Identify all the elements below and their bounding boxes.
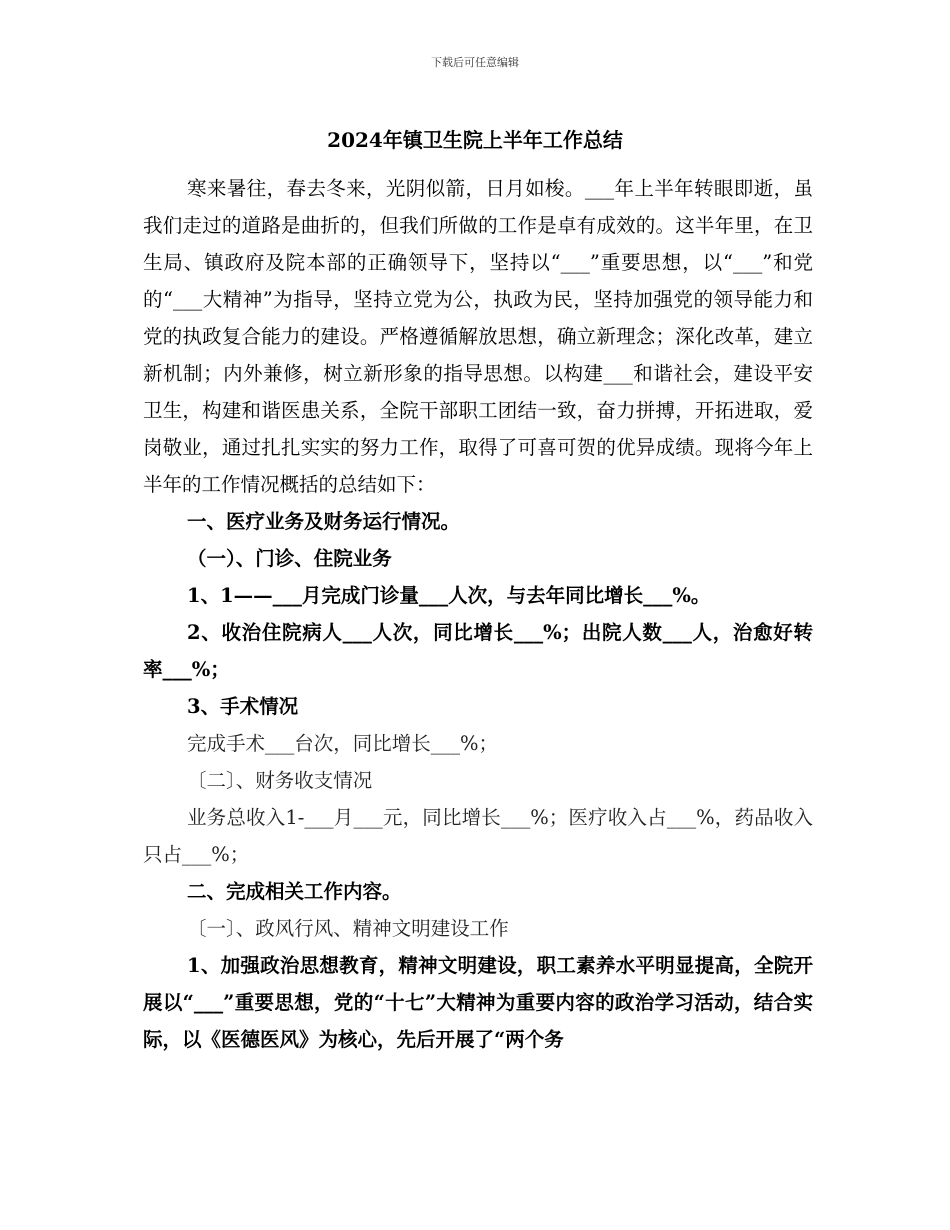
header-note: 下载后可任意编辑 [431,56,519,69]
subsection-heading-outpatient: （一）、门诊、住院业务 [187,547,392,570]
section-heading-2: 二、完成相关工作内容。 [187,880,402,903]
item-inpatient: 2、收治住院病人___人次，同比增长___%；出院人数___人，治愈好转率___%； [143,621,813,681]
document-title: 2024年镇卫生院上半年工作总结 [327,128,623,152]
item-political-education: 1、加强政治思想教育，精神文明建设，职工素养水平明显提高，全院开展以“___”重要思想，党的“十七”大精神为重要内容的政治学习活动，结合实际，以《医德医风》为核心，先后开展了“两个务 [143,954,813,1051]
subsection-heading-finance: 〔二〕、财务收支情况 [187,769,373,792]
document-body [143,170,813,1058]
section-heading-1: 一、医疗业务及财务运行情况。 [187,510,461,533]
item-surgery-heading: 3、手术情况 [187,695,299,718]
surgery-detail: 完成手术___台次，同比增长___%； [187,732,499,755]
subsection-heading-conduct: 〔一〕、政风行风、精神文明建设工作 [187,917,509,940]
finance-detail: 业务总收入1-___月___元，同比增长___%；医疗收入占___%，药品收入只占___%； [143,806,813,866]
item-outpatient-volume: 1、1——___月完成门诊量___人次，与去年同比增长___%。 [187,584,711,607]
intro-paragraph: 寒来暑往，春去冬来，光阴似箭，日月如梭。___年上半年转眼即逝，虽我们走过的道路是曲折的，但我们所做的工作是卓有成效的。这半年里，在卫生局、镇政府及院本部的正确领导下，坚持以“___”重要思想，以“___”和党的“___大精神”为指导，坚持立党为公，执政为民，坚持加强党的领导能力和党的执政复合能力的建设。严格遵循解放思想，确立新理念；深化改革，建立新机制；内外兼修，树立新形象的指导思想。以构建___和谐社会，建设平安卫生，构建和谐医患关系，全院干部职工团结一致，奋力拼搏，开拓进取，爱岗敬业，通过扎扎实实的努力工作，取得了可喜可贺的优异成绩。现将今年上半年的工作情况概括的总结如下： [143,177,813,496]
